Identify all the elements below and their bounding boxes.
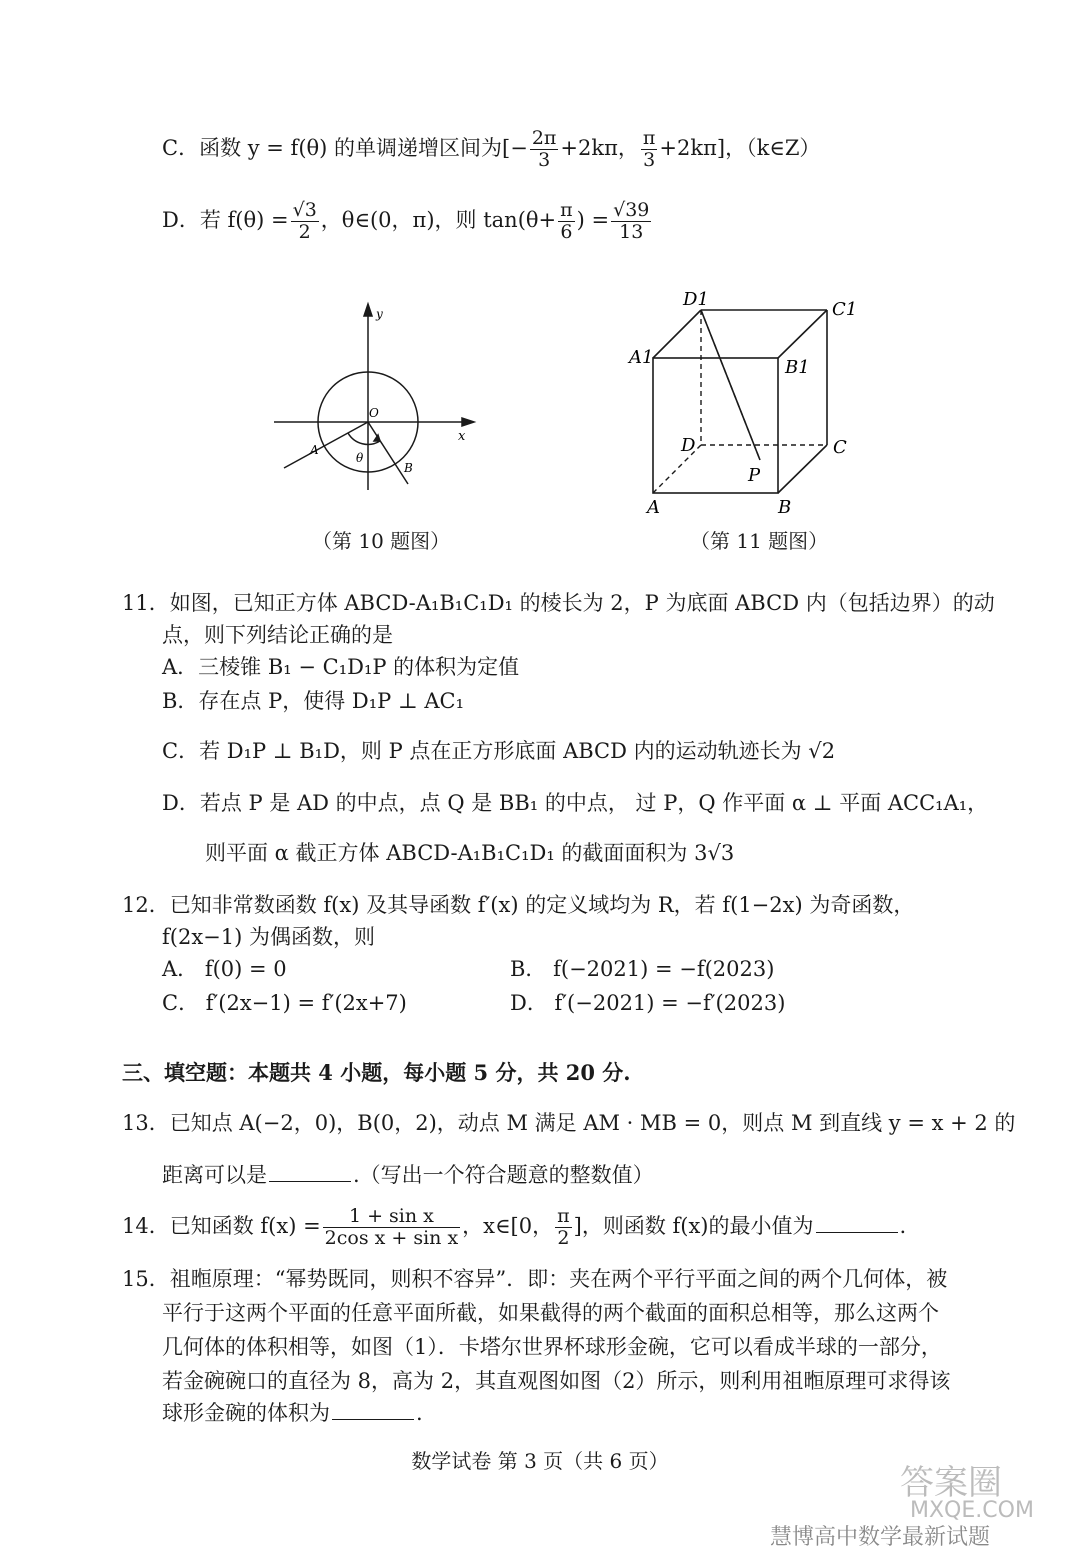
fig10-label-a: A bbox=[310, 443, 319, 457]
q11-stem-line2: 点，则下列结论正确的是 bbox=[162, 623, 393, 647]
fig11-label-c1: C1 bbox=[832, 299, 858, 320]
q14-line: 14．已知函数 f(x) = $\frac{\text{1 + sin x}}{\text{2cos x + sin x}}$ ，x∈[0， $\frac{\pi}{2}$ ]，则函数 f(x)的最小值为 . bbox=[122, 1205, 907, 1249]
q15-line5: 球形金碗的体积为 . bbox=[162, 1401, 423, 1425]
fig10-label-theta: θ bbox=[356, 451, 364, 465]
q11-stem-line1: 11．如图，已知正方体 ABCD-A₁B₁C₁D₁ 的棱长为 2，P 为底面 ABCD 内（包括边界）的动 bbox=[122, 591, 995, 615]
q11-option-c: C．若 D₁P ⊥ B₁D，则 P 点在正方形底面 ABCD 内的运动轨迹长为 √2 bbox=[162, 739, 836, 763]
watermark-logo: 答案圈 bbox=[900, 1463, 1002, 1503]
fig11-label-c: C bbox=[833, 437, 847, 458]
q12-option-b: B． f(−2021) = −f(2023) bbox=[510, 957, 775, 981]
figure-11-cube bbox=[625, 285, 865, 525]
q12-option-a: A． f(0) = 0 bbox=[162, 957, 287, 981]
section-3-heading: 三、填空题：本题共 4 小题，每小题 5 分，共 20 分. bbox=[122, 1060, 631, 1085]
q15-line1: 15．祖暅原理：“幂势既同，则积不容异”．即：夹在两个平行平面之间的两个几何体，被 bbox=[122, 1267, 948, 1291]
figure-11-caption: （第 11 题图） bbox=[690, 529, 829, 553]
q12-option-c: C． f′(2x−1) = f′(2x+7) bbox=[162, 991, 407, 1015]
fig10-label-x: x bbox=[458, 429, 466, 444]
q11-option-a: A．三棱锥 B₁ − C₁D₁P 的体积为定值 bbox=[162, 655, 520, 679]
q10-option-c: C．函数 y = f(θ) 的单调递增区间为[− $\frac{2\pi}{3}$ +2kπ， $\frac{\pi}{3}$ +2kπ]，（k∈Z） bbox=[162, 127, 821, 171]
fig11-label-b1: B1 bbox=[785, 357, 810, 378]
fig11-label-d: D bbox=[681, 435, 696, 456]
q12-option-d: D． f′(−2021) = −f′(2023) bbox=[510, 991, 786, 1015]
q12-stem-line2: f(2x−1) 为偶函数，则 bbox=[162, 925, 375, 949]
q13-answer-blank bbox=[269, 1181, 351, 1182]
fig11-label-a: A bbox=[647, 497, 660, 518]
q15-line4: 若金碗碗口的直径为 8，高为 2，其直观图如图（2）所示，则利用祖暅原理可求得该 bbox=[162, 1369, 951, 1393]
q15-line3: 几何体的体积相等，如图（1）．卡塔尔世界杯球形金碗，它可以看成半球的一部分， bbox=[162, 1335, 942, 1359]
page-footer: 数学试卷 第 3 页（共 6 页） bbox=[411, 1449, 669, 1473]
q14-answer-blank bbox=[816, 1232, 898, 1233]
q15-answer-blank bbox=[332, 1419, 414, 1420]
q11-option-d-line1: D．若点 P 是 AD 的中点，点 Q 是 BB₁ 的中点， 过 P，Q 作平面 α ⊥ 平面 ACC₁A₁， bbox=[162, 791, 989, 815]
watermark-url: MXQE.COM bbox=[910, 1498, 1034, 1523]
q11-option-b: B．存在点 P，使得 D₁P ⊥ AC₁ bbox=[162, 689, 465, 713]
fig11-label-d1: D1 bbox=[683, 289, 709, 310]
figure-10-unit-circle bbox=[268, 300, 488, 500]
fig11-label-b: B bbox=[778, 497, 792, 518]
figure-10-caption: （第 10 题图） bbox=[312, 529, 451, 553]
q11-option-d-line2: 则平面 α 截正方体 ABCD-A₁B₁C₁D₁ 的截面面积为 3√3 bbox=[205, 841, 735, 865]
fig10-label-b: B bbox=[404, 461, 413, 475]
q10-option-d: D．若 f(θ) = $\frac{√3}{2}$ ，θ∈(0，π)，则 tan(θ+ $\frac{\pi}{6}$ ) = $\frac{√39}{13}$ bbox=[162, 199, 650, 243]
q12-stem-line1: 12．已知非常数函数 f(x) 及其导函数 f′(x) 的定义域均为 R，若 f(1−2x) 为奇函数， bbox=[122, 893, 915, 917]
fig11-label-p: P bbox=[748, 465, 761, 486]
q13-line1: 13．已知点 A(−2，0)，B(0，2)，动点 M 满足 AM · MB = 0，则点 M 到直线 y = x + 2 的 bbox=[122, 1111, 1016, 1135]
fig11-label-a1: A1 bbox=[629, 347, 654, 368]
fig10-label-o: O bbox=[369, 406, 379, 420]
fig10-label-y: y bbox=[376, 307, 383, 321]
q13-line2: 距离可以是 .（写出一个符合题意的整数值） bbox=[162, 1163, 654, 1187]
watermark-text: 慧博高中数学最新试题 bbox=[770, 1525, 991, 1550]
q15-line2: 平行于这两个平面的任意平面所截，如果截得的两个截面的面积总相等，那么这两个 bbox=[162, 1301, 939, 1325]
